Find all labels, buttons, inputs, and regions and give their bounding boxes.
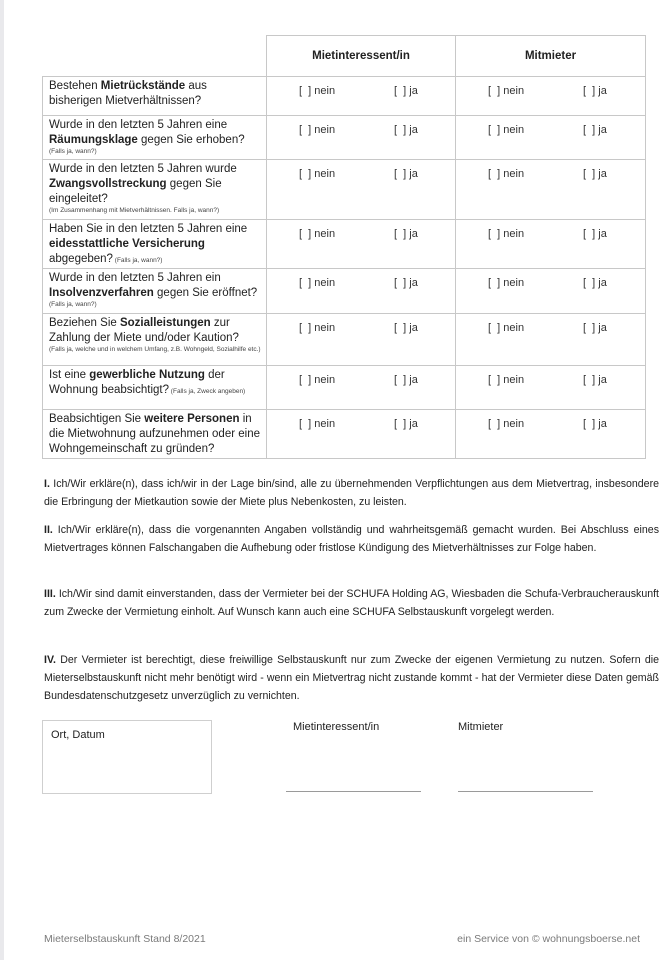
question-note: (Falls ja, Zweck angeben) [169,388,246,395]
question-keyword: Mietrückstände [100,80,186,92]
tenant-answer-cell [267,410,456,459]
page-edge [0,0,4,960]
tenant-answer-cell [267,269,456,314]
cotenant-answer-cell [456,314,646,366]
question-note: (Falls ja, wann?) [49,301,97,308]
table-row [43,314,646,366]
question-keyword: weitere Personen [144,413,240,425]
cotenant-ja-checkbox[interactable]: [ ] ja [583,418,607,430]
tenant-answer-cell [267,314,456,366]
question-keyword: Insolvenzverfahren [49,287,154,299]
table-row [43,220,646,269]
tenant-nein-checkbox[interactable]: [ ] nein [299,85,336,97]
header-cotenant: Mitmieter [456,36,646,77]
tenant-ja-checkbox[interactable]: [ ] ja [394,168,418,180]
question-cell: Haben Sie in den letzten 5 Jahren eine eidesstattliche Versicherung abgegeben? (Falls ja, wann?) [43,220,267,269]
cotenant-ja-checkbox[interactable]: [ ] ja [583,374,607,386]
declaration-1: I. Ich/Wir erkläre(n), dass ich/wir in der Lage bin/sind, alle zu übernehmenden Verpflichtungen aus dem Mietvertrag, insbesondere die Erbringung der Mietkaution sowie der Miete plus Nebenkosten, zu leisten. [44,478,659,508]
cotenant-nein-checkbox[interactable]: [ ] nein [488,228,525,240]
cotenant-nein-checkbox[interactable]: [ ] nein [488,277,525,289]
place-date-field[interactable] [42,720,212,794]
tenant-nein-checkbox[interactable]: [ ] nein [299,418,336,430]
question-note: (Falls ja, wann?) [49,148,97,155]
tenant-nein-checkbox[interactable]: [ ] nein [299,168,336,180]
cotenant-answer-cell [456,220,646,269]
cotenant-nein-checkbox[interactable]: [ ] nein [488,85,525,97]
tenant-ja-checkbox[interactable]: [ ] ja [394,85,418,97]
cotenant-signature-label: Mitmieter [458,721,504,733]
tenant-nein-checkbox[interactable]: [ ] nein [299,277,336,289]
question-cell: Ist eine gewerbliche Nutzung der Wohnung beabsichtigt? (Falls ja, Zweck angeben) [43,366,267,410]
question-keyword: Sozialleistungen [119,317,211,329]
cotenant-answer-cell [456,160,646,220]
tenant-answer-cell [267,77,456,116]
question-cell: Wurde in den letzten 5 Jahren wurde Zwangsvollstreckung gegen Sie eingeleitet? (Im Zusammenhang mit Mietverhältnissen. Falls ja, wann?) [43,160,267,220]
cotenant-signature-line[interactable] [458,791,593,792]
place-date-label: Ort, Datum [51,729,105,741]
cotenant-ja-checkbox[interactable]: [ ] ja [583,85,607,97]
cotenant-answer-cell [456,77,646,116]
table-row [43,77,646,116]
table-row [43,269,646,314]
table-row [43,116,646,160]
question-cell: Wurde in den letzten 5 Jahren eine Räumungsklage gegen Sie erhoben? (Falls ja, wann?) [43,116,267,160]
tenant-answer-cell [267,366,456,410]
questionnaire-table [42,35,646,459]
declaration-2: II. Ich/Wir erkläre(n), dass die vorgenannten Angaben vollständig und wahrheitsgemäß gemacht wurden. Bei Abschluss eines Mietvertrages können Falschangaben die Aufhebung oder fristlose Kündigung des Mietverhältnisses zur Folge haben. [44,524,659,554]
tenant-signature-label: Mietinteressent/in [293,721,380,733]
question-cell: Beziehen Sie Sozialleistungen zur Zahlung der Miete und/oder Kaution? (Falls ja, welche und in welchem Umfang, z.B. Wohngeld, Sozialhilfe etc.) [43,314,267,366]
table-row [43,160,646,220]
question-cell: Bestehen Mietrückstände aus bisherigen Mietverhältnissen? [43,77,267,116]
tenant-signature-line[interactable] [286,791,421,792]
question-keyword: gewerbliche Nutzung [89,369,205,381]
declaration-3: III. Ich/Wir sind damit einverstanden, dass der Vermieter bei der SCHUFA Holding AG, Wiesbaden die Schufa-Verbraucherauskunft zum Zwecke der Vermietung einholt. Auf Wunsch kann auch eine SCHUFA Selbstauskunft vorgelegt werden. [44,588,659,618]
question-cell: Beabsichtigen Sie weitere Personen in die Mietwohnung aufzunehmen oder eine Wohngemeinschaft zu gründen? [43,410,267,459]
question-note: (Falls ja, welche und in welchem Umfang, z.B. Wohngeld, Sozialhilfe etc.) [49,346,261,353]
table-row [43,410,646,459]
cotenant-ja-checkbox[interactable]: [ ] ja [583,168,607,180]
cotenant-nein-checkbox[interactable]: [ ] nein [488,374,525,386]
question-note: (Im Zusammenhang mit Mietverhältnissen. Falls ja, wann?) [49,207,220,214]
question-keyword: Zwangsvollstreckung [49,178,167,190]
tenant-ja-checkbox[interactable]: [ ] ja [394,124,418,136]
tenant-answer-cell [267,116,456,160]
cotenant-answer-cell [456,116,646,160]
tenant-nein-checkbox[interactable]: [ ] nein [299,374,336,386]
table-row [43,366,646,410]
declaration-4: IV. Der Vermieter ist berechtigt, diese freiwillige Selbstauskunft nur zum Zwecke der eigenen Vermietung zu nutzen. Sofern die Mieterselbstauskunft nicht mehr benötigt wird - wenn ein Mietvertrag nicht zustande kommt - hat der Vermieter diese Daten gemäß Bundesdatenschutzgesetz unverzüglich zu vernichten. [44,654,659,702]
cotenant-ja-checkbox[interactable]: [ ] ja [583,322,607,334]
question-keyword: Räumungsklage [49,134,138,146]
tenant-ja-checkbox[interactable]: [ ] ja [394,418,418,430]
cotenant-answer-cell [456,410,646,459]
question-cell: Wurde in den letzten 5 Jahren ein Insolvenzverfahren gegen Sie eröffnet? (Falls ja, wann?) [43,269,267,314]
table-header-row [43,36,646,77]
cotenant-nein-checkbox[interactable]: [ ] nein [488,418,525,430]
footer-version: Mieterselbstauskunft Stand 8/2021 [44,933,206,945]
tenant-ja-checkbox[interactable]: [ ] ja [394,374,418,386]
question-note: (Falls ja, wann?) [112,257,163,264]
cotenant-ja-checkbox[interactable]: [ ] ja [583,228,607,240]
tenant-ja-checkbox[interactable]: [ ] ja [394,277,418,289]
cotenant-nein-checkbox[interactable]: [ ] nein [488,168,525,180]
question-keyword: eidesstattliche Versicherung [49,238,205,250]
tenant-ja-checkbox[interactable]: [ ] ja [394,228,418,240]
cotenant-answer-cell [456,269,646,314]
cotenant-nein-checkbox[interactable]: [ ] nein [488,124,525,136]
tenant-nein-checkbox[interactable]: [ ] nein [299,228,336,240]
tenant-answer-cell [267,220,456,269]
cotenant-answer-cell [456,366,646,410]
cotenant-nein-checkbox[interactable]: [ ] nein [488,322,525,334]
tenant-nein-checkbox[interactable]: [ ] nein [299,124,336,136]
header-empty-cell [43,36,267,77]
cotenant-ja-checkbox[interactable]: [ ] ja [583,277,607,289]
tenant-answer-cell [267,160,456,220]
tenant-nein-checkbox[interactable]: [ ] nein [299,322,336,334]
header-tenant: Mietinteressent/in [267,36,456,77]
cotenant-ja-checkbox[interactable]: [ ] ja [583,124,607,136]
footer-service: ein Service von © wohnungsboerse.net [457,933,640,945]
tenant-ja-checkbox[interactable]: [ ] ja [394,322,418,334]
